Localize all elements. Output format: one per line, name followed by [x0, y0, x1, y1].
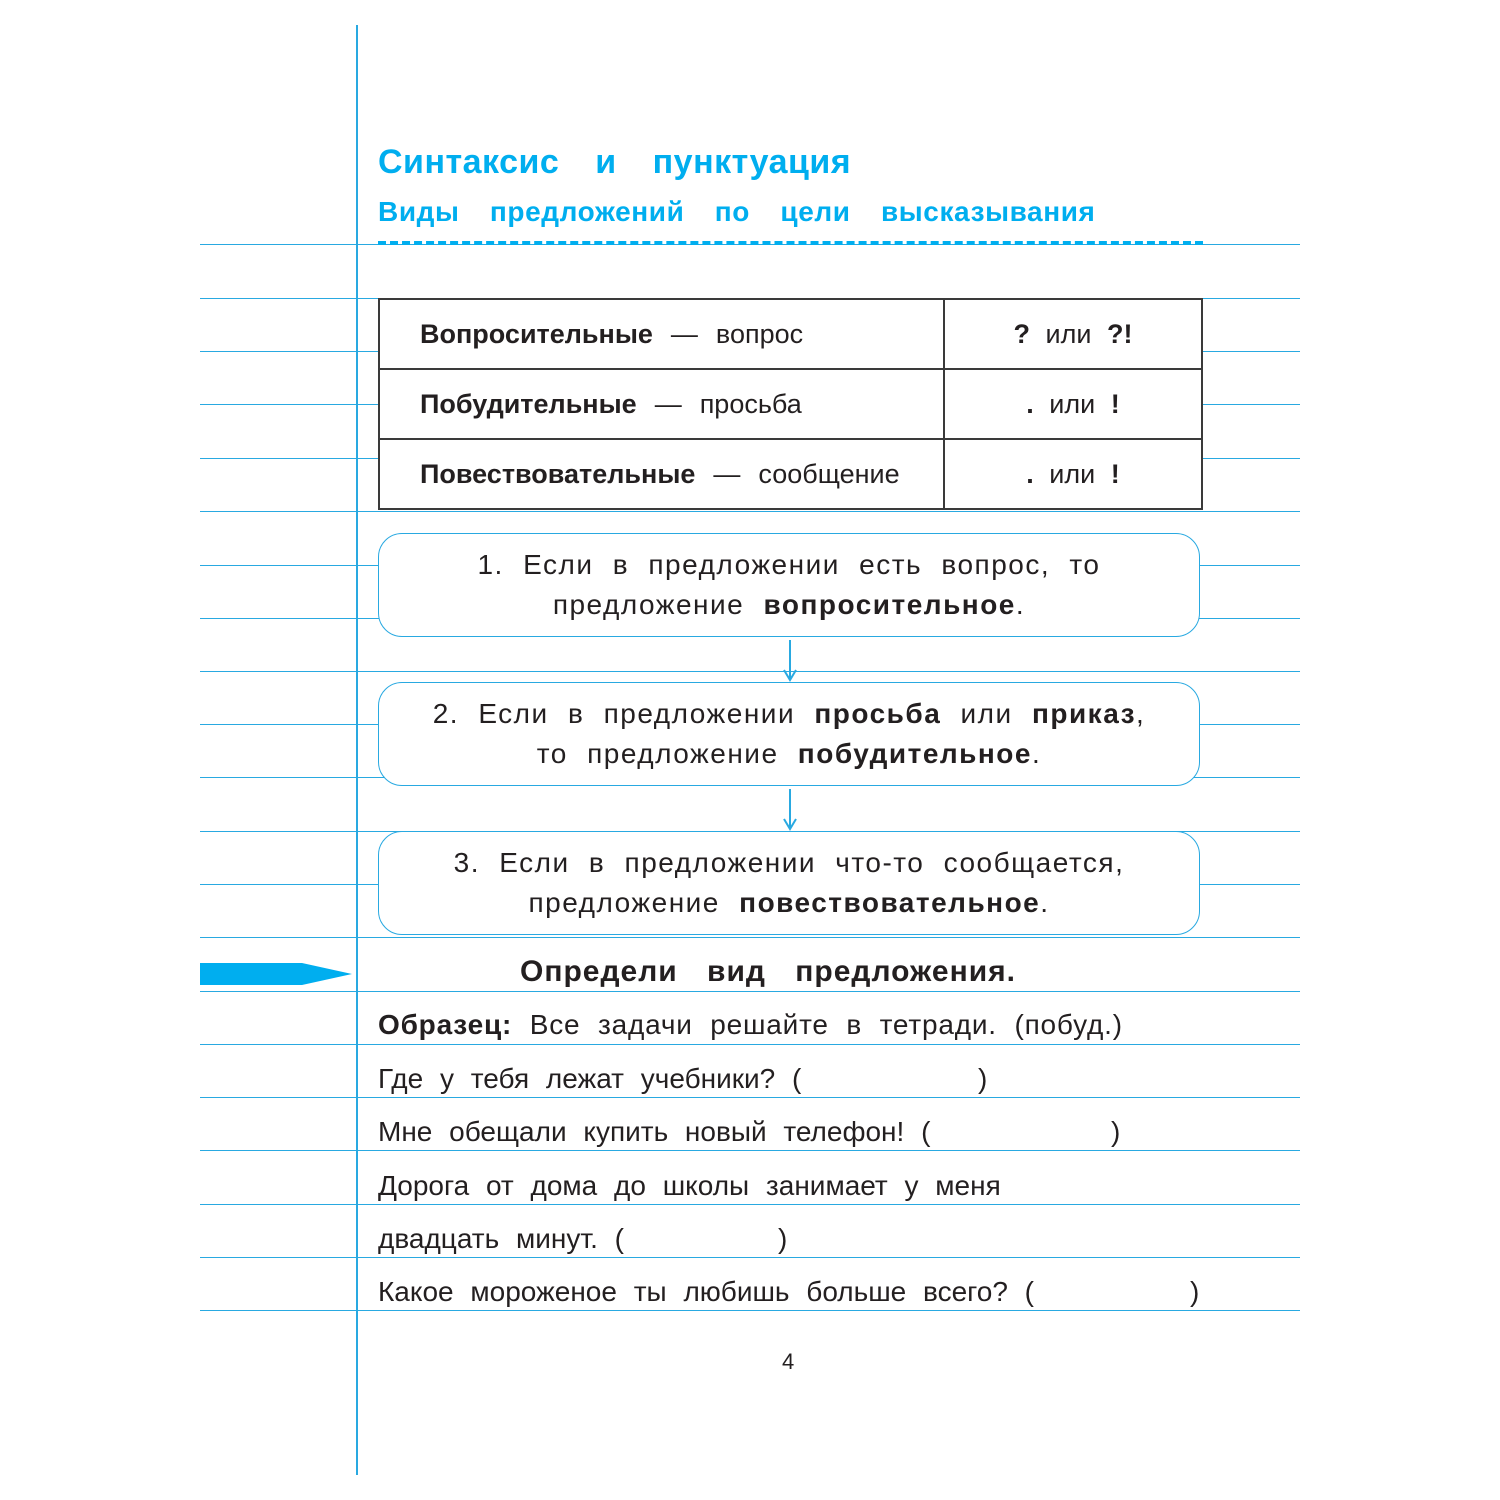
rule-box-2	[378, 682, 1200, 786]
punct-mark: ?	[1013, 318, 1031, 349]
ruled-line	[200, 1310, 1300, 1311]
answer-close-paren: )	[978, 1063, 988, 1094]
rule-text-part: предложение	[528, 887, 740, 918]
rule-text-part: или	[941, 698, 1032, 729]
punct-mark: .	[1026, 388, 1034, 419]
type-cell	[379, 439, 944, 509]
punct-or: или	[1045, 318, 1092, 349]
punct-mark: ?!	[1106, 318, 1133, 349]
type-name: Вопросительные	[420, 318, 653, 349]
type-cell	[379, 369, 944, 439]
rule-text-part: предложение	[552, 589, 764, 620]
rule-line: 3. Если в предложении что-то сообщается,	[453, 847, 1125, 878]
ruled-line	[200, 991, 1300, 992]
rule-text	[477, 545, 1100, 625]
sample-label: Образец:	[378, 1009, 513, 1040]
sentence-types-table	[378, 298, 1203, 510]
type-dash: —	[713, 458, 741, 489]
punctuation-cell	[944, 439, 1202, 509]
ruled-line	[200, 1204, 1300, 1205]
punct-mark: .	[1026, 458, 1034, 489]
table-row	[379, 439, 1202, 509]
ruled-line	[200, 1097, 1300, 1098]
punct-mark: !	[1110, 388, 1120, 419]
exercise-sentence: Мне обещали купить новый телефон! (	[378, 1116, 931, 1147]
page-title: Синтаксис и пунктуация	[378, 143, 852, 181]
rule-term: приказ	[1031, 698, 1137, 729]
ruled-line	[200, 511, 1300, 512]
rule-text-part: ,	[1136, 698, 1146, 729]
rule-line	[433, 694, 1146, 734]
type-dash: —	[654, 388, 682, 419]
type-name: Побудительные	[420, 388, 637, 419]
rule-text-part: 2. Если в предложении	[432, 698, 815, 729]
answer-close-paren: )	[1190, 1276, 1200, 1307]
rule-term: просьба	[814, 698, 942, 729]
exercise-sentence: Дорога от дома до школы занимает у меня	[378, 1170, 1001, 1201]
punct-or: или	[1049, 458, 1096, 489]
rule-text-part: .	[1031, 738, 1042, 769]
type-meaning: просьба	[699, 388, 802, 419]
table-row	[379, 299, 1202, 369]
punct-mark: !	[1110, 458, 1120, 489]
rule-term: повествовательное	[739, 887, 1041, 918]
rule-text	[433, 694, 1146, 774]
ruled-line	[200, 671, 1300, 672]
exercise-instruction: Определи вид предложения.	[520, 955, 1017, 988]
punctuation-cell	[944, 299, 1202, 369]
answer-close-paren: )	[1111, 1116, 1121, 1147]
rule-line	[433, 734, 1146, 774]
page-subtitle: Виды предложений по цели высказывания	[378, 196, 1096, 227]
rule-line: 1. Если в предложении есть вопрос, то	[477, 549, 1101, 580]
arrow-down-icon	[782, 789, 798, 831]
sample-text: Все задачи решайте в тетради. (побуд.)	[512, 1009, 1123, 1040]
exercise-sentence: Какое мороженое ты любишь больше всего? (	[378, 1276, 1034, 1307]
ruled-line	[200, 1044, 1300, 1045]
type-meaning: сообщение	[758, 458, 900, 489]
punctuation-cell	[944, 369, 1202, 439]
answer-close-paren: )	[778, 1223, 788, 1254]
type-dash: —	[670, 318, 698, 349]
punct-or: или	[1049, 388, 1096, 419]
pencil-icon	[200, 963, 352, 985]
type-meaning: вопрос	[715, 318, 804, 349]
rule-term: вопросительное	[763, 589, 1016, 620]
margin-line	[356, 25, 358, 1475]
arrow-down-icon	[782, 640, 798, 682]
table-row	[379, 369, 1202, 439]
rule-term: побудительное	[797, 738, 1032, 769]
rule-text-part: то предложение	[536, 738, 798, 769]
rule-text-part: .	[1015, 589, 1026, 620]
exercise-sentence: двадцать минут. (	[378, 1223, 624, 1254]
subtitle-underline	[378, 241, 1203, 245]
exercise-sentence: Где у тебя лежат учебники? (	[378, 1063, 802, 1094]
ruled-line	[200, 1257, 1300, 1258]
rule-box-3	[378, 831, 1200, 935]
rule-text	[454, 843, 1125, 923]
rule-box-1	[378, 533, 1200, 637]
sample-sentence	[378, 1009, 1123, 1041]
type-name: Повествовательные	[420, 458, 696, 489]
rule-line	[454, 883, 1125, 923]
rule-line	[477, 585, 1100, 625]
ruled-line	[200, 937, 1300, 938]
rule-text-part: .	[1040, 887, 1050, 918]
page-number: 4	[782, 1349, 795, 1374]
ruled-line	[200, 1150, 1300, 1151]
type-cell	[379, 299, 944, 369]
